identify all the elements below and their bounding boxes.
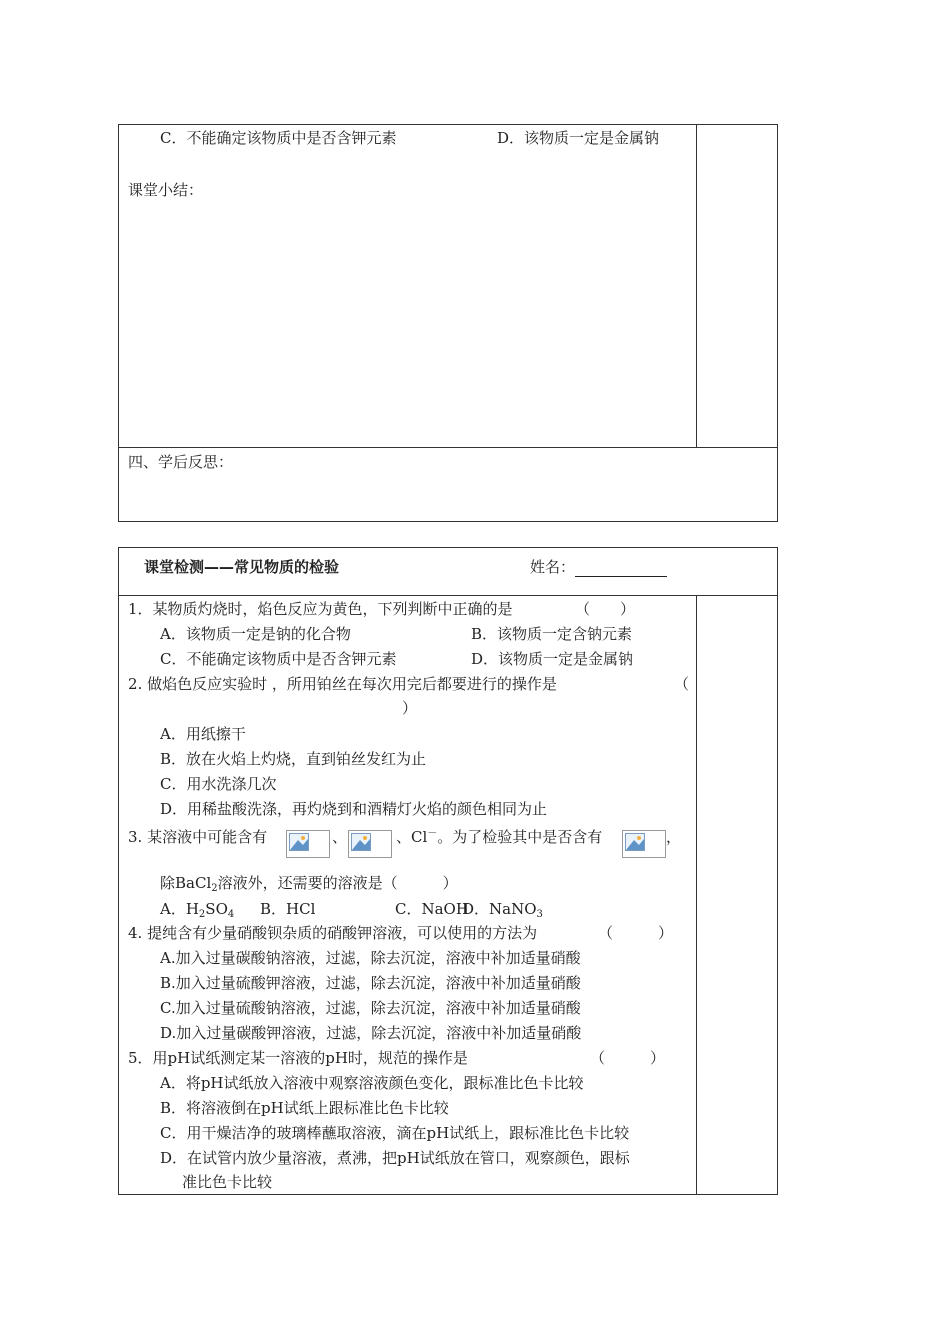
table-1-option-d: D．该物质一定是金属钠: [497, 129, 660, 147]
table-2-column-divider: [696, 595, 697, 1195]
q3-stem-mid: 。为了检验其中是否含有: [437, 828, 603, 846]
q2-option-d: D．用稀盐酸洗涤，再灼烧到和酒精灯火焰的颜色相同为止: [160, 800, 548, 818]
table-1-column-divider: [696, 124, 697, 447]
name-field: [530, 557, 667, 577]
name-label: 姓名：: [530, 558, 576, 576]
q3-option-a: [160, 899, 234, 919]
q2-option-c: C．用水洗涤几次: [160, 775, 277, 793]
q5-answer-paren: （ ）: [590, 1049, 666, 1067]
q2-option-b: B．放在火焰上灼烧，直到铂丝发红为止: [160, 750, 427, 768]
q1-option-d: D．该物质一定是金属钠: [471, 650, 634, 668]
q3-line2-end: 溶液外，还需要的溶液是（ ）: [217, 874, 458, 892]
q3-line2: [160, 873, 458, 893]
q3-d-pre: D．NaNO: [462, 900, 537, 918]
broken-image-icon: [625, 833, 645, 851]
q2-stem: 2. 做焰色反应实验时 ，所用铂丝在每次用完后都要进行的操作是: [128, 675, 557, 693]
table-2-header-divider: [118, 595, 778, 596]
ion-image-3: [622, 830, 666, 858]
q3-option-c: C．NaOH: [395, 900, 469, 918]
chloride-charge: －: [427, 828, 438, 839]
q3-a-sub2: 4: [227, 909, 235, 920]
q3-a-pre: A．H: [160, 900, 199, 918]
q3-a-mid: SO: [205, 900, 228, 918]
table-1-row-divider: [118, 447, 778, 448]
q3-chloride: [396, 827, 602, 847]
q1-answer-paren: （ ）: [575, 600, 636, 618]
q1-option-c: C．不能确定该物质中是否含钾元素: [160, 650, 397, 668]
q5-option-a: A．将pH试纸放入溶液中观察溶液颜色变化，跟标准比色卡比较: [160, 1074, 584, 1092]
q3-stem-start: 3. 某溶液中可能含有: [128, 828, 268, 846]
q3-line2-start: 除BaCl: [160, 874, 212, 892]
summary-label: 课堂小结：: [128, 181, 204, 199]
reflection-label: 四、学后反思：: [128, 453, 234, 471]
q3-a-sub1: 2: [198, 909, 206, 920]
q4-answer-paren: （ ）: [598, 924, 674, 942]
q5-stem: 5．用pH试纸测定某一溶液的pH时，规范的操作是: [128, 1049, 468, 1067]
q5-option-b: B．将溶液倒在pH试纸上跟标准比色卡比较: [160, 1099, 449, 1117]
q3-line2-subscript: 2: [211, 883, 218, 894]
q2-option-a: A．用纸擦干: [160, 725, 246, 743]
ion-image-1: [286, 830, 330, 858]
q3-option-b: B．HCl: [260, 900, 316, 918]
q4-option-b: B.加入过量硫酸钾溶液，过滤，除去沉淀，溶液中补加适量硝酸: [160, 974, 581, 992]
q1-option-b: B．该物质一定含钠元素: [471, 625, 633, 643]
name-blank: [575, 562, 667, 577]
q2-paren-open: （: [674, 675, 690, 693]
broken-image-icon: [351, 833, 371, 851]
q3-option-d: [462, 899, 543, 919]
q1-stem: 1．某物质灼烧时，焰色反应为黄色，下列判断中正确的是: [128, 600, 513, 618]
q3-comma: ，: [666, 828, 682, 846]
q5-option-d-line1: D．在试管内放少量溶液，煮沸，把pH试纸放在管口，观察颜色，跟标: [160, 1149, 630, 1167]
ion-image-2: [348, 830, 392, 858]
q4-option-d: D.加入过量碳酸钾溶液，过滤，除去沉淀，溶液中补加适量硝酸: [160, 1024, 582, 1042]
q5-option-d-line2: 准比色卡比较: [182, 1173, 273, 1191]
quiz-title: 课堂检测——常见物质的检验: [144, 558, 340, 576]
q4-option-a: A.加入过量碳酸钠溶液，过滤，除去沉淀，溶液中补加适量硝酸: [160, 949, 581, 967]
q3-d-sub: 3: [536, 909, 543, 920]
q4-stem: 4. 提纯含有少量硝酸钡杂质的硝酸钾溶液，可以使用的方法为: [128, 924, 538, 942]
q1-option-a: A．该物质一定是钠的化合物: [160, 625, 351, 643]
broken-image-icon: [289, 833, 309, 851]
q2-paren-close: ）: [402, 699, 418, 717]
table-1-option-c: C．不能确定该物质中是否含钾元素: [160, 129, 397, 147]
q3-separator: 、: [332, 828, 348, 846]
q5-option-c: C．用干燥洁净的玻璃棒蘸取溶液，滴在pH试纸上，跟标准比色卡比较: [160, 1124, 630, 1142]
chloride-label: 、Cl: [396, 828, 428, 846]
q4-option-c: C.加入过量硫酸钠溶液，过滤，除去沉淀，溶液中补加适量硝酸: [160, 999, 581, 1017]
